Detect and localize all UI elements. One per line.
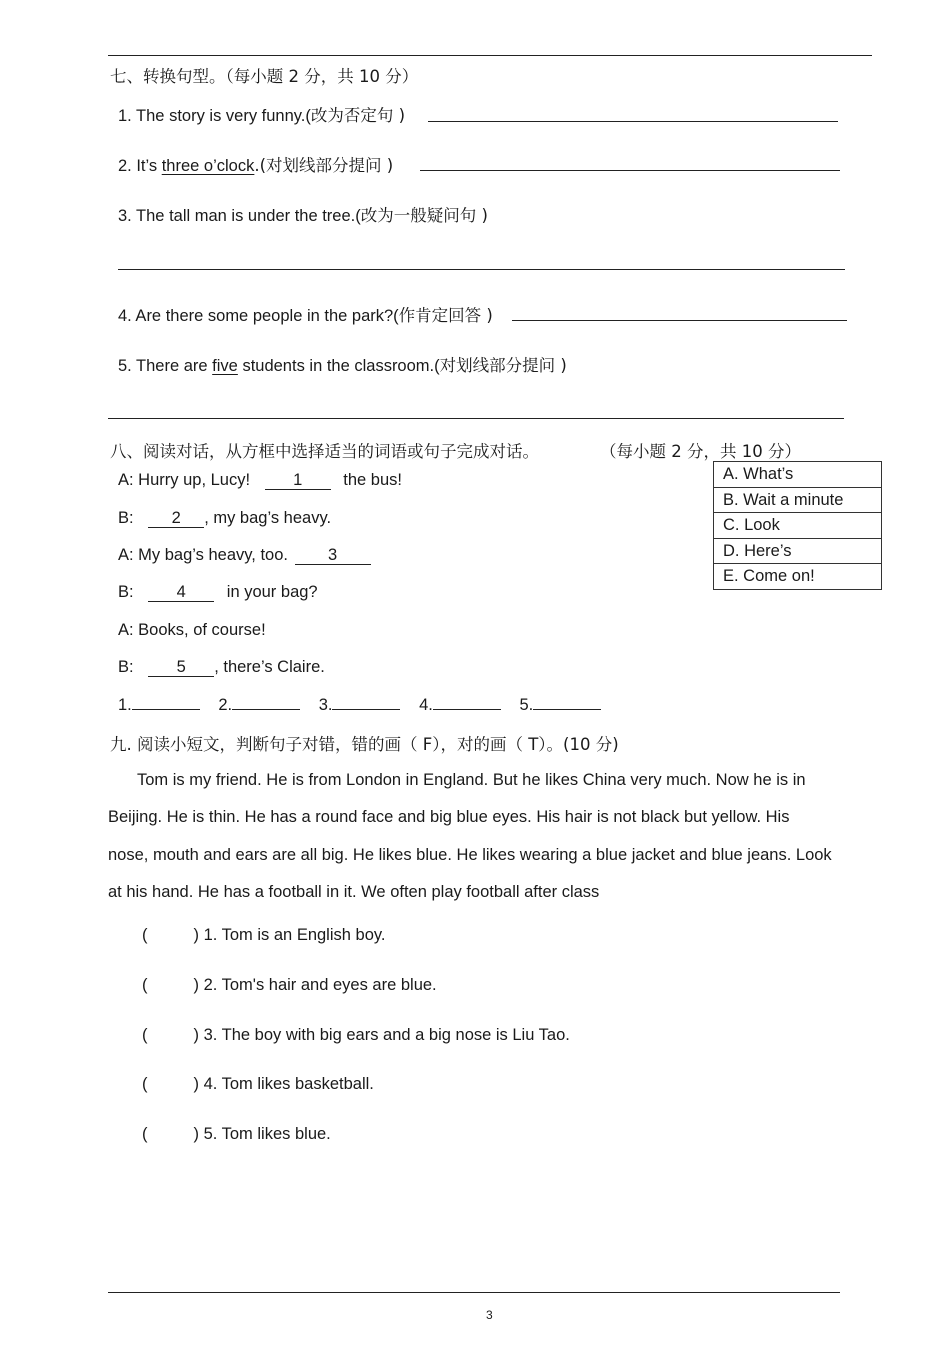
section9-heading: 九. 阅读小短文，判断句子对错，错的画（ F），对的画（ T）。(10 分) — [110, 735, 619, 754]
answer-line-7-5[interactable] — [108, 418, 844, 419]
passage-line-3: nose, mouth and ears are all big. He likes blue. He likes wearing a blue jacket and blue jeans. Look — [108, 846, 832, 864]
passage-line-2: Beijing. He is thin. He has a round face and big blue eyes. His hair is not black but yellow. His — [108, 808, 790, 826]
option-a: A. What’s — [723, 465, 794, 483]
answer-blank-1[interactable] — [132, 709, 200, 710]
dialogue-blank-1[interactable]: 1 — [265, 471, 331, 490]
dialogue-line-6: B: 5 , there’s Claire. — [118, 658, 325, 676]
answer-row: 1. 2. 3. 4. 5. — [118, 696, 601, 715]
answer-paren[interactable]: ( — [142, 1125, 148, 1143]
dialogue-line-5: A: Books, of course! — [118, 621, 266, 639]
dialogue-blank-5[interactable]: 5 — [148, 658, 214, 677]
answer-paren[interactable]: ( — [142, 976, 148, 994]
statement-2: ( ) 2. Tom's hair and eyes are blue. — [142, 976, 437, 994]
option-d: D. Here’s — [714, 538, 881, 564]
question-7-5: 5. There are five students in the classroom.(对划线部分提问 ) — [118, 356, 567, 375]
dialogue-blank-4[interactable]: 4 — [148, 583, 214, 602]
top-rule — [108, 55, 872, 56]
dialogue-blank-3[interactable]: 3 — [295, 546, 371, 565]
answer-paren[interactable]: ( — [142, 926, 148, 944]
dialogue-line-1: A: Hurry up, Lucy! 1 the bus! — [118, 471, 402, 489]
answer-line-7-1[interactable] — [428, 121, 838, 122]
answer-blank-4[interactable] — [433, 709, 501, 710]
statement-4: ( ) 4. Tom likes basketball. — [142, 1075, 374, 1093]
dialogue-line-4: B: 4 in your bag? — [118, 583, 318, 601]
section8-score: （每小题 2 分，共 10 分） — [600, 442, 801, 461]
section8-heading: 八、阅读对话，从方框中选择适当的词语或句子完成对话。 — [110, 442, 539, 461]
underlined-word: five — [212, 357, 238, 375]
statement-1: ( ) 1. Tom is an English boy. — [142, 926, 386, 944]
dialogue-line-3: A: My bag’s heavy, too. 3 — [118, 546, 371, 565]
page-number: 3 — [486, 1308, 493, 1322]
question-7-4: 4. Are there some people in the park?(作肯定回答 ) — [118, 306, 493, 325]
answer-line-7-2[interactable] — [420, 170, 840, 171]
option-b: B. Wait a minute — [714, 487, 881, 513]
question-7-1: 1. The story is very funny.(改为否定句 ) — [118, 106, 406, 125]
option-c: C. Look — [714, 512, 881, 538]
statement-5: ( ) 5. Tom likes blue. — [142, 1125, 331, 1143]
question-7-3: 3. The tall man is under the tree.(改为一般疑问句 ) — [118, 206, 488, 225]
passage-line-4: at his hand. He has a football in it. We often play football after class — [108, 883, 600, 901]
answer-paren[interactable]: ( — [142, 1026, 148, 1044]
answer-blank-5[interactable] — [533, 709, 601, 710]
bottom-rule — [108, 1292, 840, 1293]
answer-blank-3[interactable] — [332, 709, 400, 710]
option-e: E. Come on! — [714, 563, 881, 589]
answer-line-7-4[interactable] — [512, 320, 847, 321]
dialogue-blank-2[interactable]: 2 — [148, 509, 204, 528]
passage-line-1: Tom is my friend. He is from London in England. But he likes China very much. Now he is in — [137, 771, 806, 789]
options-box — [713, 461, 882, 590]
statement-3: ( ) 3. The boy with big ears and a big nose is Liu Tao. — [142, 1026, 570, 1044]
dialogue-line-2: B: 2 , my bag’s heavy. — [118, 509, 332, 527]
section7-heading: 七、转换句型。（每小题 2 分，共 10 分） — [110, 67, 419, 86]
answer-paren[interactable]: ( — [142, 1075, 148, 1093]
underlined-phrase: three o’clock — [161, 157, 255, 175]
answer-blank-2[interactable] — [232, 709, 300, 710]
question-7-2: 2. It’s three o’clock.(对划线部分提问 ) — [118, 156, 394, 175]
answer-line-7-3[interactable] — [118, 269, 845, 270]
